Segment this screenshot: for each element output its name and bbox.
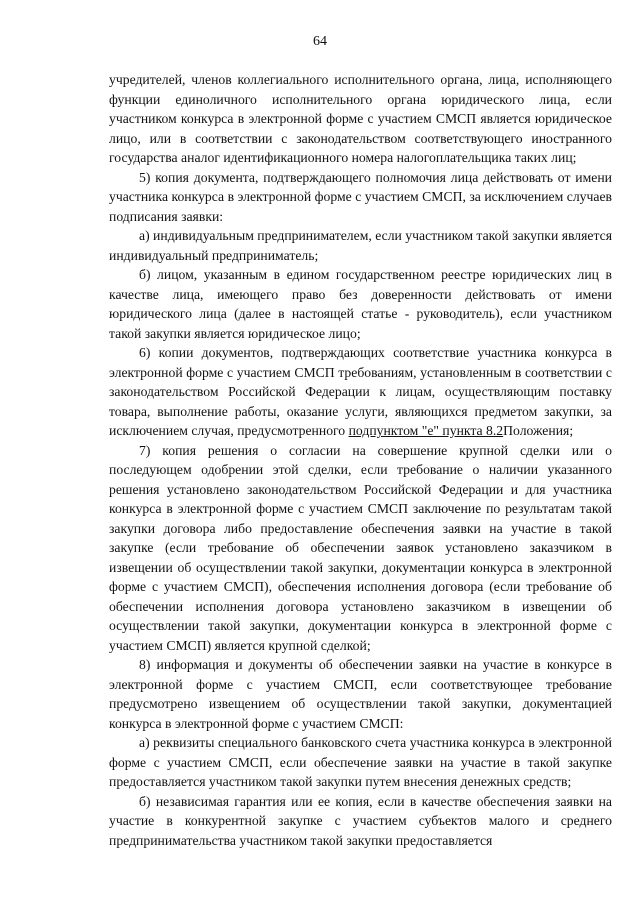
- paragraph-item-8: 8) информация и документы об обеспечении заявки на участие в конкурсе в электронной форме с участием СМСП, если соответствующее требование предусмотрено извещением об осуществлении такой закупки, документацией конкурса в электронной форме с участием СМСП:: [109, 657, 612, 731]
- subpoint-reference-link[interactable]: подпунктом "е" пункта 8.2: [348, 423, 504, 438]
- paragraph-item-5b: б) лицом, указанным в едином государственном реестре юридических лиц в качестве лица, имеющего право без доверенности действовать от имени юридического лица (далее в настоящей статье - руководитель), если участником такой закупки является юридическое лицо;: [109, 267, 612, 341]
- paragraph-item-8a: а) реквизиты специального банковского счета участника конкурса в электронной форме с участием СМСП, если обеспечение заявки на участие в такой закупке предоставляется участником такой закупки путем внесения денежных средств;: [109, 735, 612, 789]
- paragraph-continuation: учредителей, членов коллегиального исполнительного органа, лица, исполняющего функции единоличного исполнительного органа юридического лица, если участником конкурса в электронной форме с участием СМСП является юридическое лицо, или в соответствии с законодательством соответствующего иностранного государства аналог идентификационного номера налогоплательщика таких лиц;: [109, 72, 612, 165]
- document-body: [109, 70, 612, 850]
- paragraph-item-6: [109, 343, 612, 441]
- paragraph-item-7: 7) копия решения о согласии на совершение крупной сделки или о последующем одобрении этой сделки, если требование о наличии указанного решения установлено законодательством Российской Федерации и для участника конкурса в электронной форме с участием СМСП заключение по результатам такой закупки договора либо предоставление обеспечения заявки на участие в такой закупке (если требование об обеспечении заявок установлено заказчиком в извещении об осуществлении такой закупки, документации конкурса в электронной форме с участием СМСП), обеспечения исполнения договора (если требование об обеспечении исполнения договора установлено заказчиком в извещении об осуществлении такой закупки, документации конкурса в электронной форме с участием СМСП) является крупной сделкой;: [109, 442, 612, 653]
- page-number: 64: [313, 34, 327, 49]
- paragraph-item-5a: а) индивидуальным предпринимателем, если участником такой закупки является индивидуальный предприниматель;: [109, 228, 612, 263]
- paragraph-item-6-text: 6) копии документов, подтверждающих соответствие участника конкурса в электронной форме с участием СМСП требованиям, установленным в соответствии с законодательством Российской Федерации к лицам, осуществляющим поставку товара, выполнение работы, оказание услуги, являющихся предметом закупки, за исключением случая, предусмотренного: [109, 345, 612, 438]
- paragraph-item-8b: б) независимая гарантия или ее копия, если в качестве обеспечения заявки на участие в конкурентной закупке с участием субъектов малого и среднего предпринимательства участником такой закупки предоставляется: [109, 793, 612, 848]
- paragraph-item-5: 5) копия документа, подтверждающего полномочия лица действовать от имени участника конкурса в электронной форме с участием СМСП, за исключением случаев подписания заявки:: [109, 169, 612, 224]
- paragraph-item-6-tail: Положения;: [503, 423, 574, 438]
